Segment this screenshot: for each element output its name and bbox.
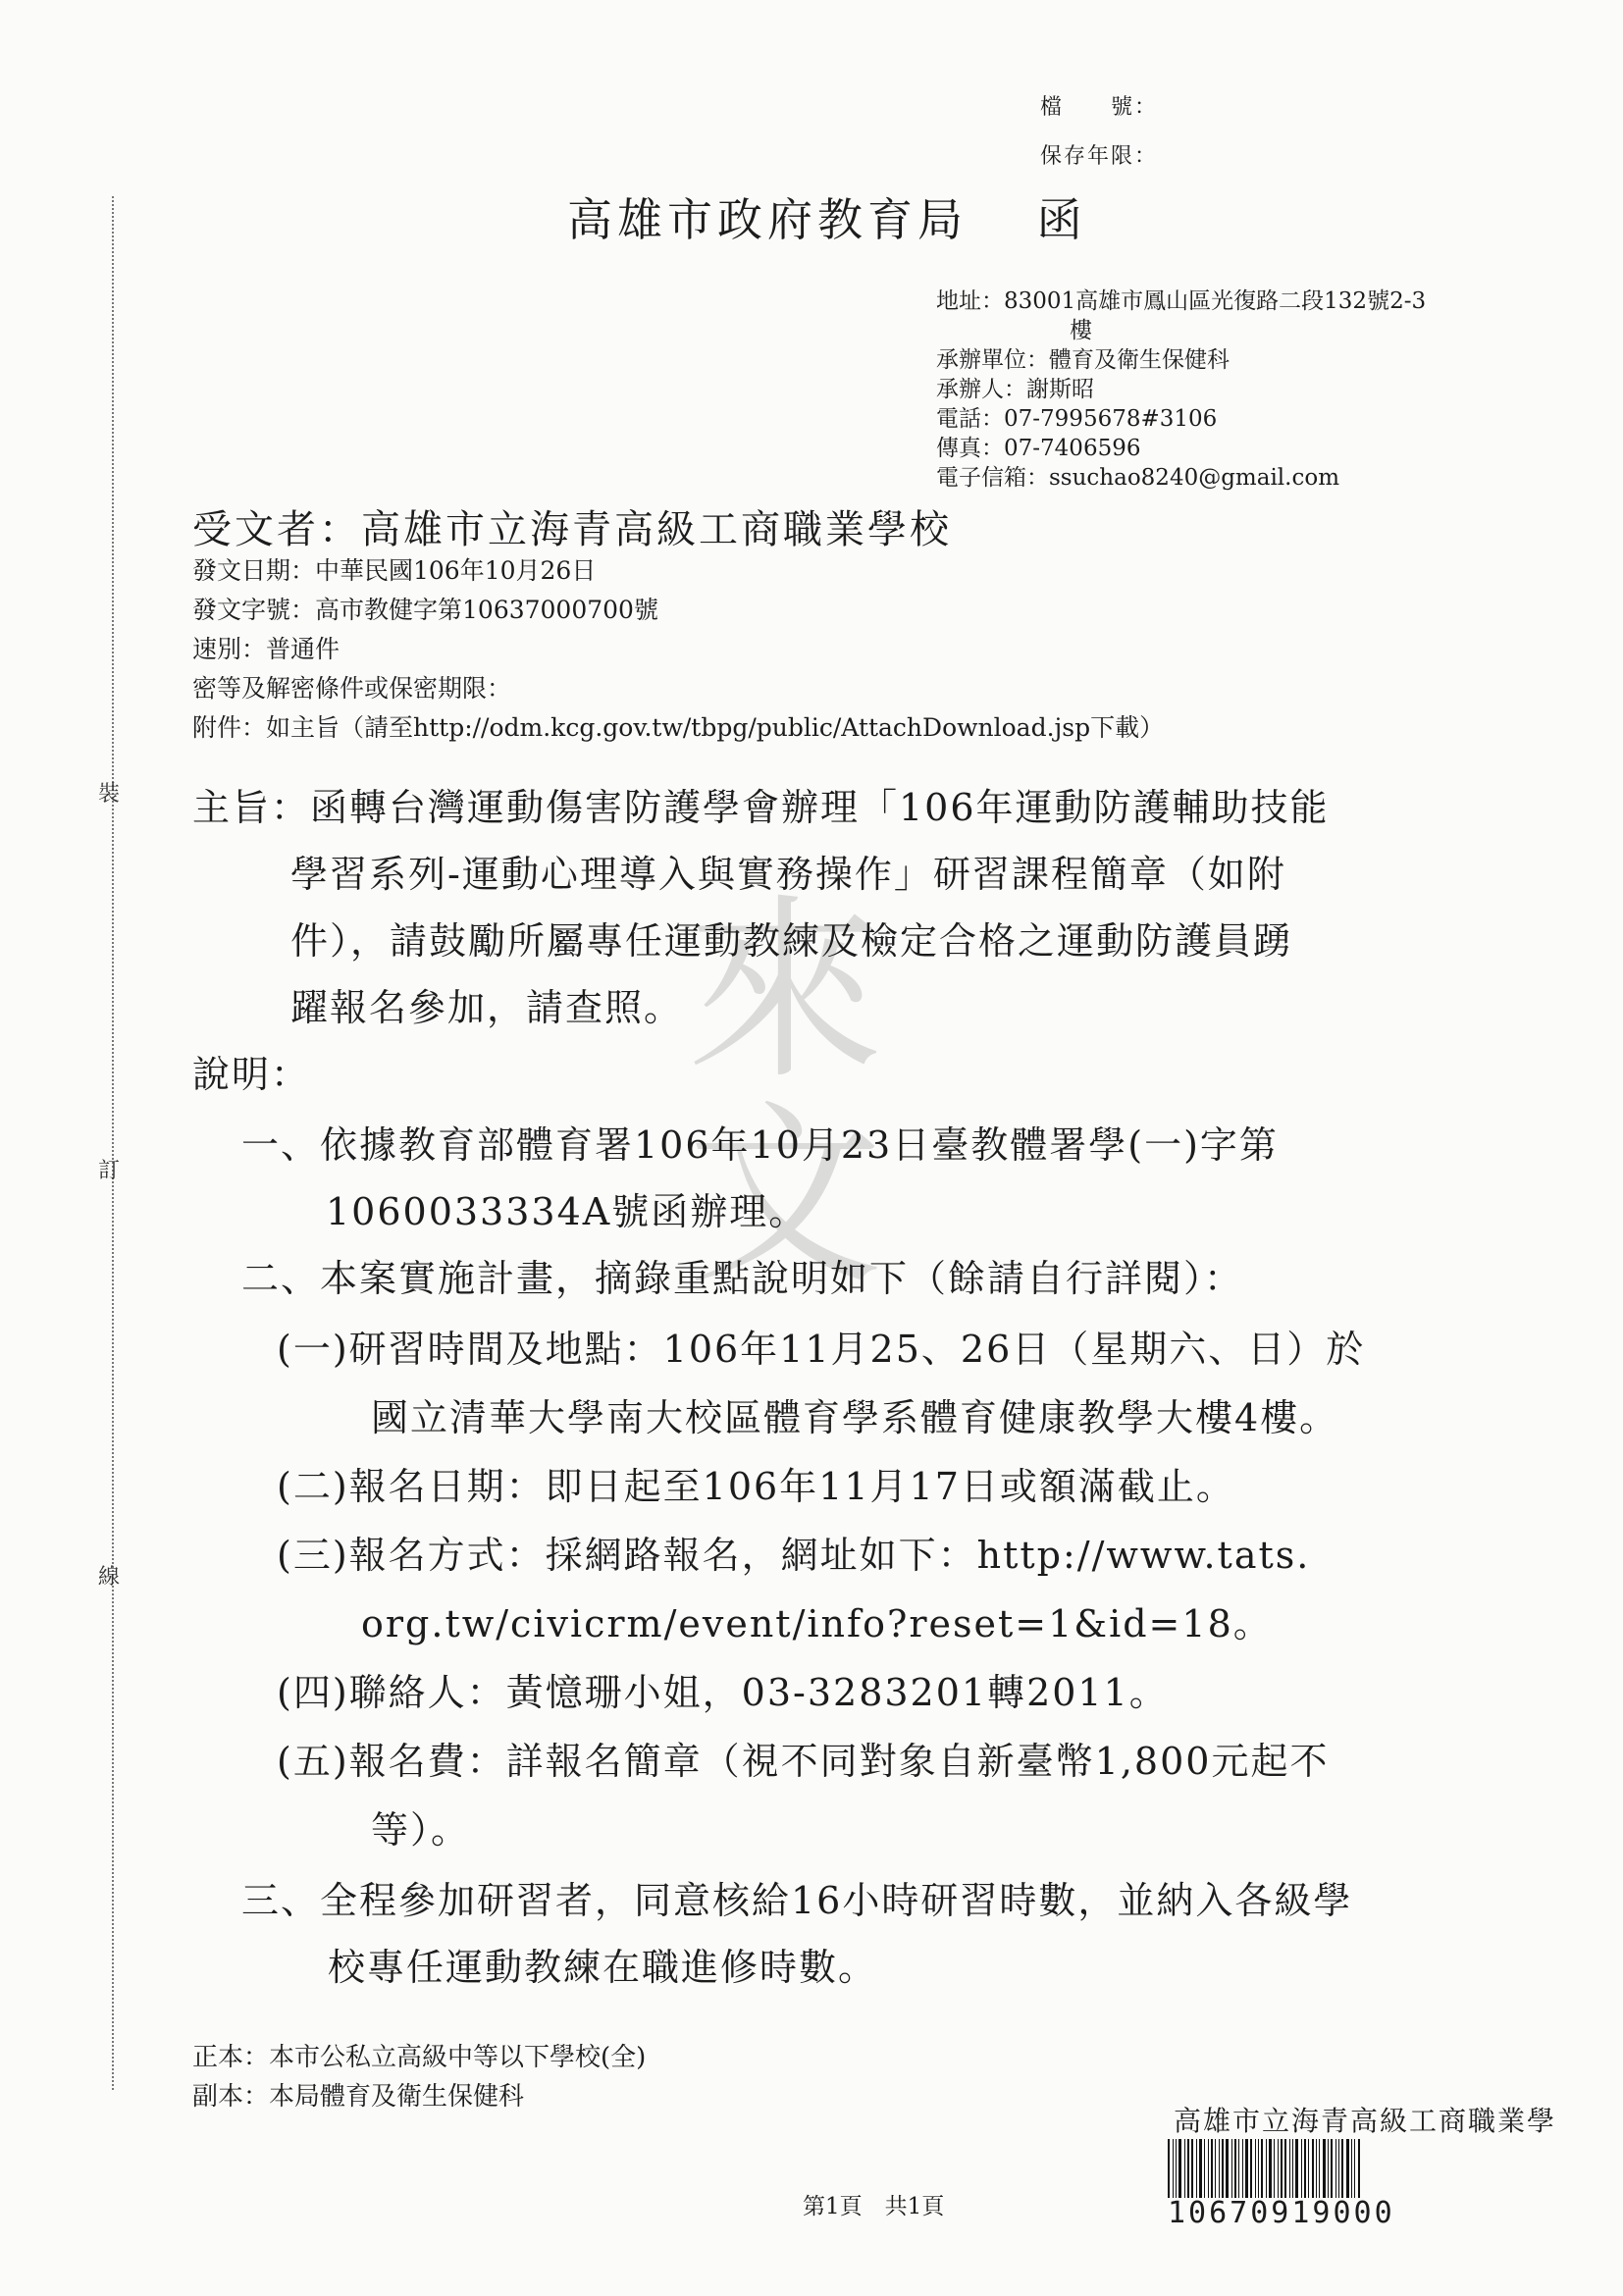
secrecy-level: 密等及解密條件或保密期限： xyxy=(192,674,512,703)
contact-address: 地址：83001高雄市鳳山區光復路二段132號2-3 xyxy=(936,288,1427,314)
barcode-bar xyxy=(1176,2139,1177,2198)
contact-unit: 承辦單位：體育及衛生保健科 xyxy=(936,347,1230,373)
explanation-sub-1-line-2: 國立清華大學南大校區體育學系體育健康教學大樓4樓。 xyxy=(371,1396,1339,1439)
subject-line-1: 主旨：函轉台灣運動傷害防護學會辦理「106年運動防護輔助技能 xyxy=(192,786,1330,829)
explanation-sub-3-line-1: (三)報名方式：採網路報名，網址如下：http://www.tats. xyxy=(277,1534,1311,1577)
barcode-bar xyxy=(1184,2139,1185,2198)
binding-char-zhuang: 裝 xyxy=(98,782,121,807)
barcode-bar xyxy=(1269,2139,1272,2198)
barcode-bar xyxy=(1316,2139,1317,2198)
barcode-bar xyxy=(1308,2139,1309,2198)
barcode-bar xyxy=(1281,2139,1283,2198)
contact-phone: 電話：07-7995678#3106 xyxy=(936,406,1218,432)
barcode-bar xyxy=(1338,2139,1339,2198)
page-number: 第1頁 共1頁 xyxy=(803,2194,945,2219)
barcode-bar xyxy=(1258,2139,1259,2198)
barcode-bar xyxy=(1341,2139,1343,2198)
barcode-bar xyxy=(1215,2139,1216,2198)
received-stamp-char-2: 文 xyxy=(687,1083,884,1312)
barcode-bar xyxy=(1222,2139,1224,2198)
attachment: 附件：如主旨（請至http://odm.kcg.gov.tw/tbpg/public/AttachDownload.jsp下載） xyxy=(192,713,1165,742)
barcode-bar xyxy=(1238,2139,1239,2198)
barcode-bar xyxy=(1234,2139,1236,2198)
binding-char-xian: 線 xyxy=(98,1565,121,1590)
barcode-bar xyxy=(1319,2139,1320,2198)
barcode-bar xyxy=(1292,2139,1293,2198)
contact-person: 承辦人：謝斯昭 xyxy=(936,377,1094,402)
subject-line-3: 件），請鼓勵所屬專任運動教練及檢定合格之運動防護員踴 xyxy=(290,919,1293,963)
barcode-bar xyxy=(1304,2139,1306,2198)
subject-line-2: 學習系列-運動心理導入與實務操作」研習課程簡章（如附 xyxy=(290,853,1286,896)
barcode-bar xyxy=(1266,2139,1267,2198)
contact-address-floor: 樓 xyxy=(1070,318,1092,343)
barcode-bar xyxy=(1323,2139,1326,2198)
recipient: 受文者：高雄市立海青高級工商職業學校 xyxy=(192,507,952,552)
copy-recipients: 副本：本局體育及衛生保健科 xyxy=(192,2082,525,2112)
barcode-bar xyxy=(1196,2139,1197,2198)
barcode-image xyxy=(1168,2139,1462,2198)
barcode-bar xyxy=(1261,2139,1263,2198)
barcode-bar xyxy=(1231,2139,1232,2198)
barcode-school-label: 高雄市立海青高級工商職業學 xyxy=(1174,2105,1557,2137)
issue-number: 發文字號：高市教健字第10637000700號 xyxy=(192,596,658,624)
barcode-bar xyxy=(1245,2139,1248,2198)
explanation-sub-5-line-2: 等）。 xyxy=(371,1808,471,1852)
speed-class: 速別：普通件 xyxy=(192,635,340,663)
binding-line xyxy=(112,196,114,2090)
primary-recipients: 正本：本市公私立高級中等以下學校(全) xyxy=(192,2043,647,2072)
subject-line-4: 躍報名參加，請查照。 xyxy=(290,986,684,1029)
barcode-bar xyxy=(1351,2139,1352,2198)
barcode-bar xyxy=(1312,2139,1314,2198)
barcode-bar xyxy=(1187,2139,1189,2198)
barcode-bar xyxy=(1211,2139,1213,2198)
barcode-bar xyxy=(1301,2139,1302,2198)
binding-char-ding: 訂 xyxy=(98,1159,121,1183)
barcode-bar xyxy=(1178,2139,1181,2198)
explanation-item-3-line-2: 校專任運動教練在職進修時數。 xyxy=(328,1946,878,1989)
explanation-sub-2: (二)報名日期：即日起至106年11月17日或額滿截止。 xyxy=(277,1465,1235,1508)
barcode-bar xyxy=(1284,2139,1286,2198)
barcode-bar xyxy=(1289,2139,1290,2198)
document-title: 高雄市政府教育局 函 xyxy=(567,193,1087,246)
contact-fax: 傳真：07-7406596 xyxy=(936,436,1141,461)
barcode-bar xyxy=(1173,2139,1174,2198)
barcode-bar xyxy=(1204,2139,1205,2198)
retention-label: 保存年限： xyxy=(1040,144,1159,169)
barcode-bar xyxy=(1328,2139,1329,2198)
explanation-item-2-heading: 二、本案實施計畫，摘錄重點說明如下（餘請自行詳閱）： xyxy=(241,1257,1244,1300)
barcode-bar xyxy=(1191,2139,1193,2198)
explanation-sub-1-line-1: (一)研習時間及地點：106年11月25、26日（星期六、日）於 xyxy=(277,1328,1366,1371)
barcode-bar xyxy=(1358,2139,1360,2198)
explanation-item-1-line-1: 一、依據教育部體育署106年10月23日臺教體署學(一)字第 xyxy=(241,1123,1279,1167)
barcode-bar xyxy=(1168,2139,1170,2198)
barcode-bar xyxy=(1199,2139,1202,2198)
explanation-heading: 說明： xyxy=(192,1053,311,1096)
explanation-item-3-line-1: 三、全程參加研習者，同意核給16小時研習時數，並納入各級學 xyxy=(241,1879,1353,1922)
barcode-bar xyxy=(1295,2139,1298,2198)
barcode-bar xyxy=(1208,2139,1209,2198)
received-stamp-char-1: 來 xyxy=(687,877,884,1106)
explanation-item-1-line-2: 1060033334A號函辦理。 xyxy=(326,1190,809,1233)
file-number-label: 檔 號： xyxy=(1040,95,1159,120)
barcode-bar xyxy=(1242,2139,1243,2198)
explanation-sub-3-line-2: org.tw/civicrm/event/info?reset=1&id=18。 xyxy=(361,1602,1273,1645)
barcode-bar xyxy=(1346,2139,1349,2198)
barcode-bar xyxy=(1331,2139,1333,2198)
barcode-bar xyxy=(1250,2139,1252,2198)
barcode-bar xyxy=(1335,2139,1336,2198)
barcode-bar xyxy=(1255,2139,1256,2198)
explanation-sub-4: (四)聯絡人：黃憶珊小姐，03-3283201轉2011。 xyxy=(277,1671,1169,1714)
barcode-bar xyxy=(1226,2139,1229,2198)
contact-email: 電子信箱：ssuchao8240@gmail.com xyxy=(936,465,1340,491)
barcode-bar xyxy=(1278,2139,1279,2198)
explanation-sub-5-line-1: (五)報名費：詳報名簡章（視不同對象自新臺幣1,800元起不 xyxy=(277,1740,1330,1783)
barcode-bar xyxy=(1354,2139,1355,2198)
barcode-bar xyxy=(1274,2139,1275,2198)
issue-date: 發文日期：中華民國106年10月26日 xyxy=(192,556,597,585)
barcode-bar xyxy=(1219,2139,1220,2198)
barcode-number: 10670919000 xyxy=(1168,2196,1395,2230)
